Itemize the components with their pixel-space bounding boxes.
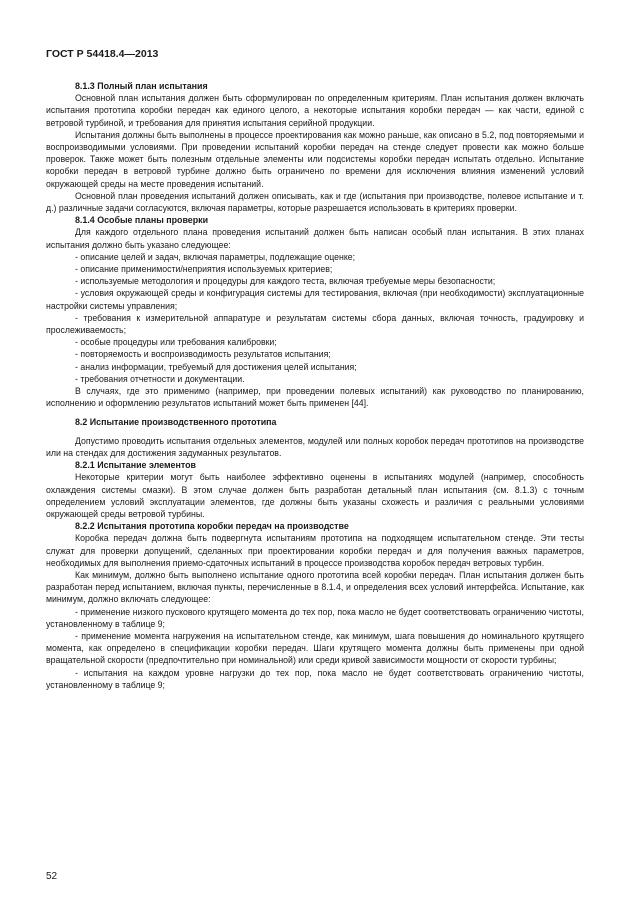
list-item: - требования отчетности и документации. xyxy=(75,373,245,384)
list-item: - применение низкого пускового крутящего момента до тех пор, пока масло не будет соответствовать ограничению чистоты, установленному в таблице 9; xyxy=(46,606,584,629)
paragraph: Для каждого отдельного плана проведения испытаний должен быть написан особый план испытания. В этих планах испытания должно быть указано следующее: xyxy=(46,227,584,250)
list-item: - описание применимости/неприятия используемых критериев; xyxy=(75,264,333,275)
paragraph: В случаях, где это применимо (например, при проведении полевых испытаний) как руководство по планированию, исполнению и оформлению результатов испытаний может быть применен [44]. xyxy=(46,386,584,409)
paragraph: Основной план проведения испытаний должен описывать, как и где (испытания при производстве, полевое испытание и т. д.) различные задачи согласуются, включая параметры, которые разрешается использовать в критериях проверки. xyxy=(46,190,584,214)
list-item: - описание целей и задач, включая параметры, подлежащие оценке; xyxy=(75,251,356,262)
paragraph: Испытания должны быть выполнены в процессе проектирования как можно раньше, как описано в 5.2, под повторяемыми и воспроизводимыми условиями. При проведении испытаний коробки передач на стенде следует провести как можно больше проверок. Также может быть полезным отдельные элементы или подсистемы коробки передач испытать отдельно. Испытание коробки передач в ветровой турбине должно быть ограничено по времени для исключения влияния изменений условий окружающей среды на месте проведения испытаний. xyxy=(46,129,584,189)
list-item: - условия окружающей среды и конфигурация системы для тестирования, включая (при необходимости) эксплуатационные настройки системы управления; xyxy=(46,288,584,311)
list-item: - повторяемость и воспроизводимость результатов испытания; xyxy=(75,349,331,360)
document-id: ГОСТ Р 54418.4—2013 xyxy=(46,48,159,60)
section-heading-8-2: 8.2 Испытание производственного прототипа xyxy=(75,417,277,428)
list-item: - применение момента нагружения на испытательном стенде, как минимум, шага повышения до номинального крутящего момента, как определено в спецификации коробки передач. Шаги крутящего момента должны быть применены при одной вращательной скорости (предпочтительно при номинальной) или среди кривой зависимости мощности от скорости турбины; xyxy=(46,630,584,666)
list-item: - испытания на каждом уровне нагрузки до тех пор, пока масло не будет соответствовать ограничению чистоты, установленному в таблице 9; xyxy=(46,667,584,690)
list-item: - анализ информации, требуемый для достижения целей испытания; xyxy=(75,361,357,372)
page-number: 52 xyxy=(46,871,58,882)
paragraph: Основной план испытания должен быть сформулирован по определенным критериям. План испытания должен включать испытания прототипа коробки передач как единого целого, а некоторые испытания коробки передач — как части, единой с ветровой турбиной, и требования для принятия испытания серийной продукции. xyxy=(46,93,584,128)
paragraph: Некоторые критерии могут быть наиболее эффективно оценены в испытаниях модулей (например, способность охлаждения системы смазки). В этом случае должен быть разработан детальный план испытания (см. 8.1.3) с точным определением условий эксплуатации элементов, где должны быть указаны схожесть и различия с реальными условиями окружающей среды ветровой турбины. xyxy=(46,472,584,519)
document-body xyxy=(46,80,584,691)
paragraph: Допустимо проводить испытания отдельных элементов, модулей или полных коробок передач прототипов на производстве или на стендах для достижения задуманных результатов. xyxy=(46,435,584,458)
section-heading-8-1-3: 8.1.3 Полный план испытания xyxy=(75,81,208,91)
section-heading-8-2-1: 8.2.1 Испытание элементов xyxy=(75,460,196,471)
list-item: - особые процедуры или требования калибровки; xyxy=(75,337,277,348)
section-heading-8-1-4: 8.1.4 Особые планы проверки xyxy=(75,215,209,226)
paragraph: Коробка передач должна быть подвергнута испытаниям прототипа на подходящем испытательном стенде. Эти тесты служат для проверки допущений, сделанных при проектировании коробки передач и для получения важных параметров, необходимых для выполнения приемо-сдаточных испытаний в процессе производства коробок передач ветровых турбин. xyxy=(46,533,584,568)
section-heading-8-2-2: 8.2.2 Испытания прототипа коробки передач на производстве xyxy=(75,521,349,532)
list-item: - используемые методология и процедуры для каждого теста, включая требуемые меры безопасности; xyxy=(75,276,496,287)
list-item: - требования к измерительной аппаратуре и результатам системы сбора данных, включая точность, градуировку и прослеживаемость; xyxy=(46,312,584,336)
paragraph: Как минимум, должно быть выполнено испытание одного прототипа всей коробки передач. План испытания должен быть разработан перед испытанием, включая пункты, перечисленные в 8.1.4, и определения всех условий интерфейса. Испытание, как минимум, должно включать следующее: xyxy=(46,569,584,605)
